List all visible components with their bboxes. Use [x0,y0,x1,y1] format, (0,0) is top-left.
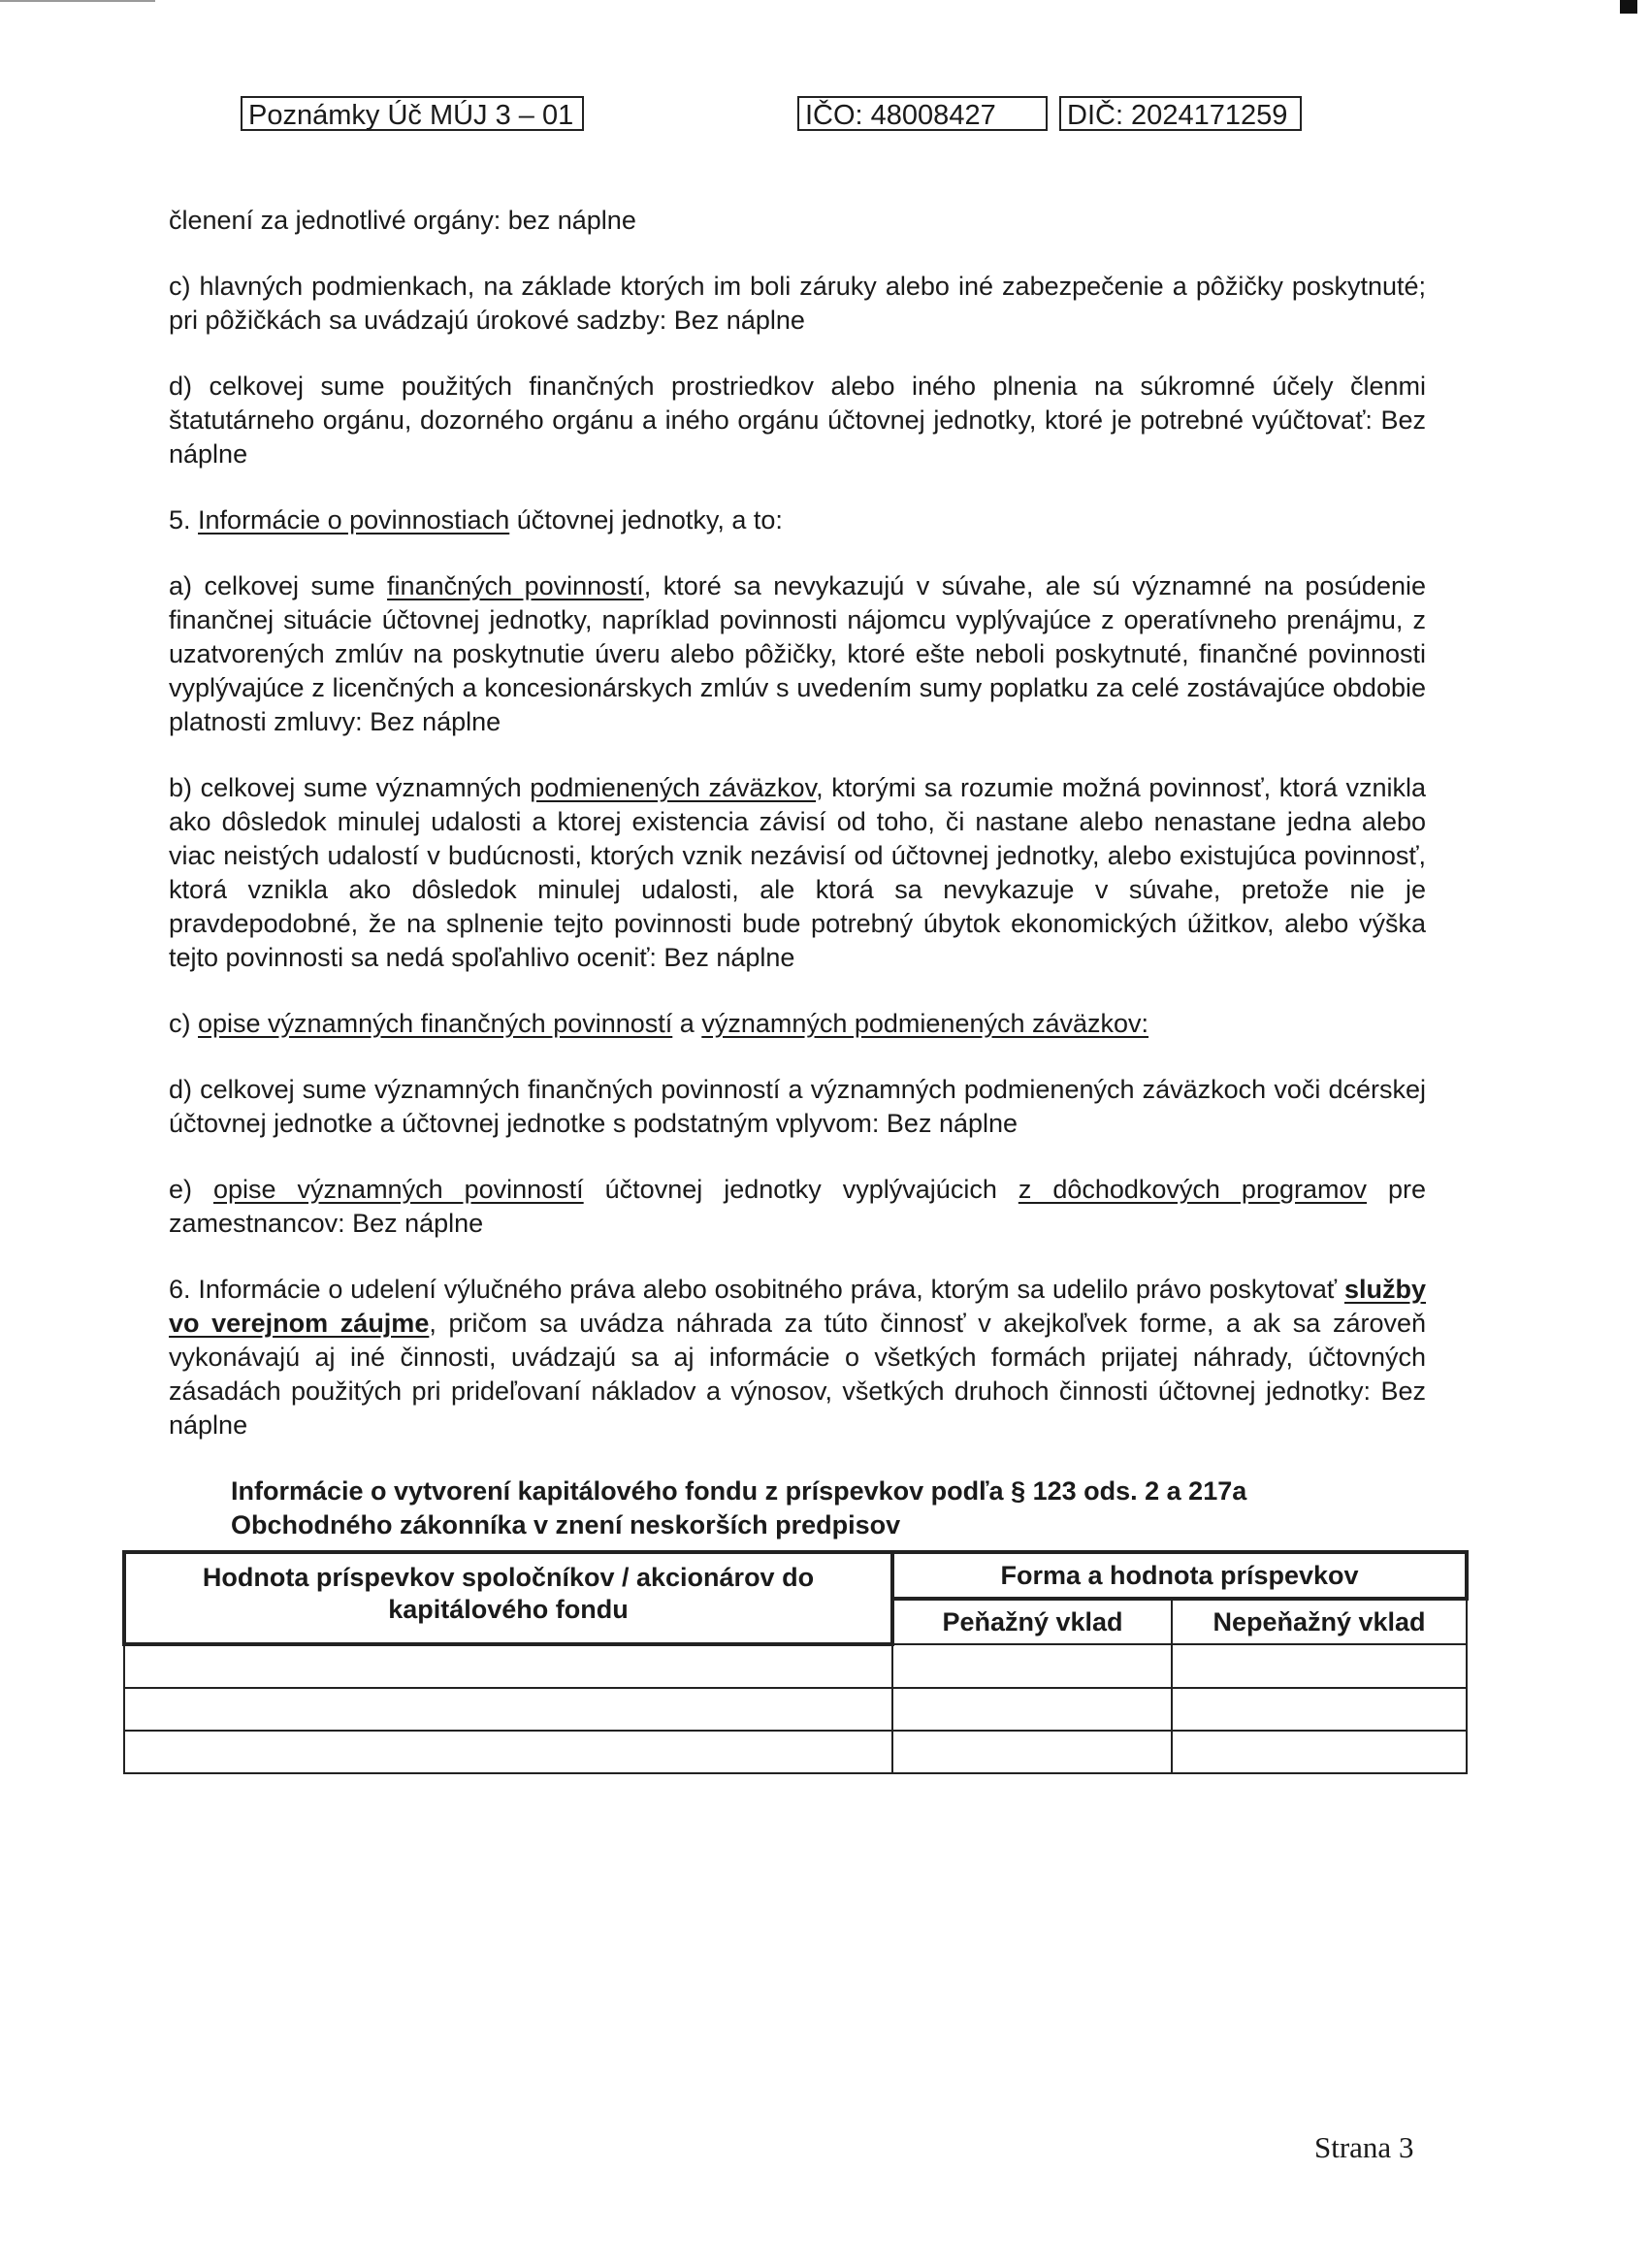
header-form-and-value: Forma a hodnota príspevkov [892,1552,1467,1599]
scan-corner-mark [1620,0,1637,14]
paragraph-c-description: c) opise významných finančných povinností a významných podmienených záväzkov: [169,1009,1149,1038]
paragraph-e-pension: e) opise významných povinností účtovnej jednotky vyplývajúcich z dôchodkových programov pre zamestnancov: Bez náplne [169,1175,1426,1238]
table-cell [1172,1644,1467,1688]
table-cell [124,1644,892,1688]
document-body [169,204,1426,1774]
paragraph-c-guarantees: c) hlavných podmienkach, na základe ktorých im boli záruky alebo iné zabezpečenie a pôžičky poskytnuté; pri pôžičkách sa uvádzajú úrokové sadzby: Bez náplne [169,272,1426,335]
table-cell [1172,1731,1467,1773]
paragraph-6-exclusive-rights: 6. Informácie o udelení výlučného práva alebo osobitného práva, ktorým sa udelilo právo poskytovať služby vo verejnom záujme, pričom sa uvádza náhrada za túto činnosť v akejkoľvek forme, a ak sa zároveň vykonávajú aj iné činnosti, uvádzajú sa aj informácie o všetkých formách prijatej náhrady, účtovných zásadách použitých pri prideľovaní nákladov a výnosov, všetkých druhoch činnosti účtovnej jednotky: Bez náplne [169,1275,1426,1440]
header-cash-contribution: Peňažný vklad [892,1599,1172,1644]
table-cell [1172,1688,1467,1731]
paragraph-b-contingent: b) celkovej sume významných podmienených záväzkov, ktorými sa rozumie možná povinnosť, ktorá vznikla ako dôsledok minulej udalosti a ktorej existencia závisí od toho, či nastane alebo nenastane jedna alebo viac neistých udalostí v budúcnosti, ktorých vznik nezávisí od účtovnej jednotky, alebo existujúca povinnosť, ktorá vznikla ako dôsledok minulej udalosti, ale ktorá sa nevykazuje v súvahe, pretože nie je pravdepodobné, že na splnenie tejto povinnosti bude potrebný úbytok ekonomických úžitkov, alebo výška tejto povinnosti sa nedá spoľahlivo oceniť: Bez náplne [169,773,1426,972]
paragraph-d-subsidiary: d) celkovej sume významných finančných povinností a významných podmienených záväzkoch voči dcérskej účtovnej jednotke a účtovnej jednotke s podstatným vplyvom: Bez náplne [169,1075,1426,1138]
ico-box: IČO: 48008427 [797,96,1048,131]
paragraph-d-funds: d) celkovej sume použitých finančných prostriedkov alebo iného plnenia na súkromné účely členmi štatutárneho orgánu, dozorného orgánu a iného orgánu účtovnej jednotky, ktoré je potrebné vyúčtovať: Bez náplne [169,372,1426,469]
page-number: Strana 3 [1314,2130,1414,2164]
header-contribution-value: Hodnota príspevkov spoločníkov / akcionárov do kapitálového fondu [124,1552,892,1644]
table-row [124,1688,1467,1731]
dic-box: DIČ: 2024171259 [1059,96,1302,131]
paragraph-a-financial: a) celkovej sume finančných povinností, ktoré sa nevykazujú v súvahe, ale sú významné na posúdenie finančnej situácie účtovnej jednotky, napríklad povinnosti nájomcu vyplývajúce z operatívneho prenájmu, z uzatvorených zmlúv na poskytnutie úveru alebo pôžičky, ktoré ešte neboli poskytnuté, finančné povinnosti vyplývajúce z licenčných a koncesionárskych zmlúv s uvedením sumy poplatku za celé zostávajúce obdobie platnosti zmluvy: Bez náplne [169,571,1426,736]
table-cell [892,1688,1172,1731]
table-cell [124,1731,892,1773]
capital-fund-table [122,1550,1469,1774]
paragraph-5-obligations: 5. Informácie o povinnostiach účtovnej jednotky, a to: [169,505,783,535]
form-label-box: Poznámky Úč MÚJ 3 – 01 [241,96,584,131]
table-cell [892,1731,1172,1773]
scan-top-line [0,0,155,2]
capital-fund-heading: Informácie o vytvorení kapitálového fondu z príspevkov podľa § 123 ods. 2 a 217a Obchodného zákonníka v znení neskorších predpisov [231,1476,1247,1539]
header-noncash-contribution: Nepeňažný vklad [1172,1599,1467,1644]
table-row [124,1644,1467,1688]
table-cell [124,1688,892,1731]
paragraph-organs: členení za jednotlivé orgány: bez náplne [169,206,636,235]
table-cell [892,1644,1172,1688]
table-row [124,1731,1467,1773]
